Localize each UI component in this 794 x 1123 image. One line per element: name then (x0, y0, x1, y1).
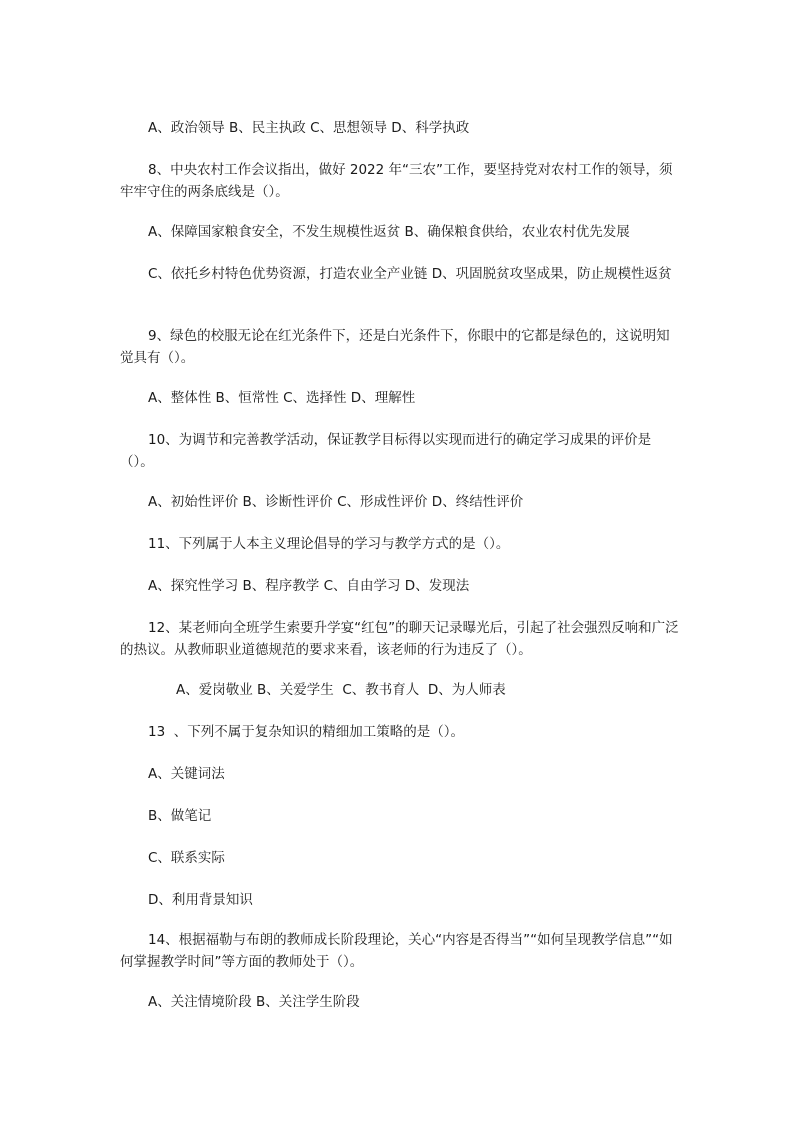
q13-option-a: A、关键词法 (148, 766, 225, 782)
q13-option-b: B、做笔记 (148, 808, 212, 824)
q11-question: 11、下列属于人本主义理论倡导的学习与教学方式的是（）。 (148, 536, 510, 552)
q13-question: 13 、下列不属于复杂知识的精细加工策略的是（）。 (148, 724, 465, 740)
q9-question: 9、绿色的校服无论在红光条件下，还是白光条件下，你眼中的它都是绿色的，这说明知觉具有（）。 (120, 328, 670, 366)
q10-question: 10、为调节和完善教学活动，保证教学目标得以实现而进行的确定学习成果的评价是（）。 (120, 432, 652, 470)
q10-options: A、初始性评价 B、诊断性评价 C、形成性评价 D、终结性评价 (148, 494, 524, 510)
q7-options: A、政治领导 B、民主执政 C、思想领导 D、科学执政 (148, 120, 470, 136)
q13-option-c: C、联系实际 (148, 850, 225, 866)
q13-option-d: D、利用背景知识 (148, 892, 253, 908)
q14-options-ab: A、关注情境阶段 B、关注学生阶段 (148, 994, 360, 1010)
q12-options: A、爱岗敬业 B、关爱学生 C、教书育人 D、为人师表 (176, 682, 506, 698)
q8-options-cd: C、依托乡村特色优势资源，打造农业全产业链 D、巩固脱贫攻坚成果，防止规模性返贫 (148, 266, 672, 282)
q12-question: 12、某老师向全班学生索要升学宴“红包”的聊天记录曝光后，引起了社会强烈反响和广泛的热议。从教师职业道德规范的要求来看，该老师的行为违反了（）。 (120, 620, 679, 658)
q11-options: A、探究性学习 B、程序教学 C、自由学习 D、发现法 (148, 578, 470, 594)
q8-options-ab: A、保障国家粮食安全，不发生规模性返贫 B、确保粮食供给，农业农村优先发展 (148, 224, 630, 240)
q9-options: A、整体性 B、恒常性 C、选择性 D、理解性 (148, 390, 416, 406)
q8-question: 8、中央农村工作会议指出，做好 2022 年“三农”工作，要坚持党对农村工作的领导，须牢牢守住的两条底线是（）。 (120, 162, 673, 200)
q14-question: 14、根据福勒与布朗的教师成长阶段理论，关心“内容是否得当”“如何呈现教学信息”“如何掌握教学时间”等方面的教师处于（）。 (120, 932, 673, 970)
